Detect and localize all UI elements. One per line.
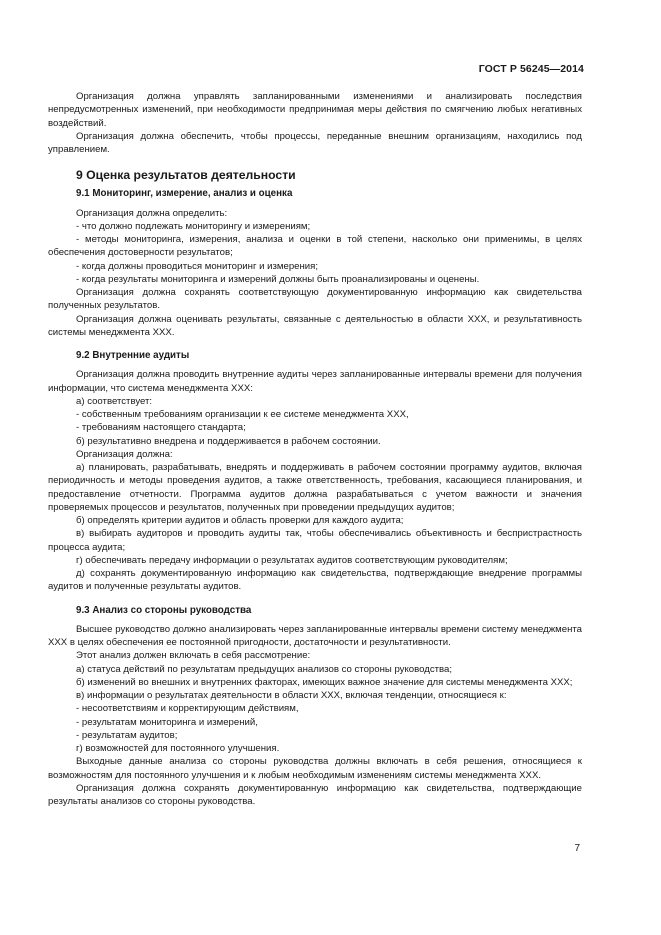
paragraph: Организация должна проводить внутренние аудиты через запланированные интервалы времени для получения информации, что система менеджмента ХХХ: xyxy=(48,369,582,394)
section-9-1-title: 9.1 Мониторинг, измерение, анализ и оценка xyxy=(76,188,293,200)
list-item: - требованиям настоящего стандарта; xyxy=(76,422,246,434)
paragraph: Организация должна оценивать результаты, связанные с деятельностью в области ХХХ, и результативность системы менеджмента ХХХ. xyxy=(48,313,582,338)
list-item: - результатам мониторинга и измерений, xyxy=(76,716,258,728)
paragraph: Высшее руководство должно анализировать через запланированные интервалы времени систему менеджмента ХХХ в целях обеспечения ее постоянной пригодности, достаточности и результативности. xyxy=(48,623,582,648)
section-9-2-title: 9.2 Внутренние аудиты xyxy=(76,350,190,361)
paragraph: Организация должна: xyxy=(76,448,173,460)
paragraph: Организация должна сохранять документированную информацию как свидетельства, подтверждающие результаты анализов со стороны руководства. xyxy=(48,782,582,807)
list-item: - результатам аудитов; xyxy=(76,729,178,741)
list-item: а) планировать, разрабатывать, внедрять и поддерживать в рабочем состоянии программу аудитов, включая периодичность и методы проведения аудитов, а также ответственность, требования, касающиеся планирования, и предоставление отчетности. Программа аудитов должна разрабатываться с учетом важности и значения проверяемых процессов и результатов, полученных при проведении предыдущих аудитов; xyxy=(48,462,582,513)
list-item: - когда результаты мониторинга и измерений должны быть проанализированы и оценены. xyxy=(76,273,480,285)
list-item: - несоответствиям и корректирующим действиям, xyxy=(76,703,299,715)
list-item: а) статуса действий по результатам предыдущих анализов со стороны руководства; xyxy=(76,663,453,675)
paragraph: Выходные данные анализа со стороны руководства должны включать в себя решения, относящиеся к возможностям для постоянного улучшения и к любым необходимым изменениям системы менеджмента ХХХ. xyxy=(48,756,582,781)
list-item: б) изменений во внешних и внутренних факторах, имеющих важное значение для системы менеджмента ХХХ; xyxy=(76,676,573,688)
list-item: б) определять критерии аудитов и область проверки для каждого аудита; xyxy=(76,515,404,526)
section-9-3-title: 9.3 Анализ со стороны руководства xyxy=(76,604,252,616)
list-item: д) сохранять документированную информацию как свидетельства, подтверждающие внедрение программы аудитов и полученные результаты аудитов. xyxy=(48,568,582,593)
list-item: в) выбирать аудиторов и проводить аудиты так, чтобы обеспечивались объективность и беспристрастность процесса аудита; xyxy=(48,528,582,553)
list-item: - методы мониторинга, измерения, анализа и оценки в той степени, насколько они применимы, в целях обеспечения достоверности результатов; xyxy=(48,234,582,259)
list-item: - собственным требованиям организации к ее системе менеджмента ХХХ, xyxy=(76,409,409,420)
paragraph: Организация должна определить: xyxy=(76,207,228,219)
page-number: 7 xyxy=(574,843,580,854)
intro-paragraph: Организация должна обеспечить, чтобы процессы, переданные внешним организациям, находились под управлением. xyxy=(48,130,582,155)
list-item: - что должно подлежать мониторингу и измерениям; xyxy=(76,220,311,232)
standard-header: ГОСТ Р 56245—2014 xyxy=(478,63,584,75)
intro-paragraph: Организация должна управлять запланированными изменениями и анализировать последствия непредусмотренных изменений, при необходимости предпринимая меры действия по смягчению любых негативных воздействий. xyxy=(48,91,582,129)
list-item: г) возможностей для постоянного улучшения. xyxy=(76,743,280,754)
list-item: в) информации о результатах деятельности в области ХХХ, включая тенденции, относящиеся к: xyxy=(76,690,507,701)
paragraph: Организация должна сохранять соответствующую документированную информацию как свидетельства полученных результатов. xyxy=(48,287,582,312)
list-item: - когда должны проводиться мониторинг и измерения; xyxy=(76,260,319,272)
list-item: г) обеспечивать передачу информации о результатах аудитов соответствующим руководителям; xyxy=(76,554,508,566)
paragraph: Этот анализ должен включать в себя рассмотрение: xyxy=(76,650,311,662)
section-9-title: 9 Оценка результатов деятельности xyxy=(76,168,296,183)
list-item: б) результативно внедрена и поддерживается в рабочем состоянии. xyxy=(76,435,381,447)
list-item: а) соответствует: xyxy=(76,395,153,407)
page-body xyxy=(48,90,582,808)
